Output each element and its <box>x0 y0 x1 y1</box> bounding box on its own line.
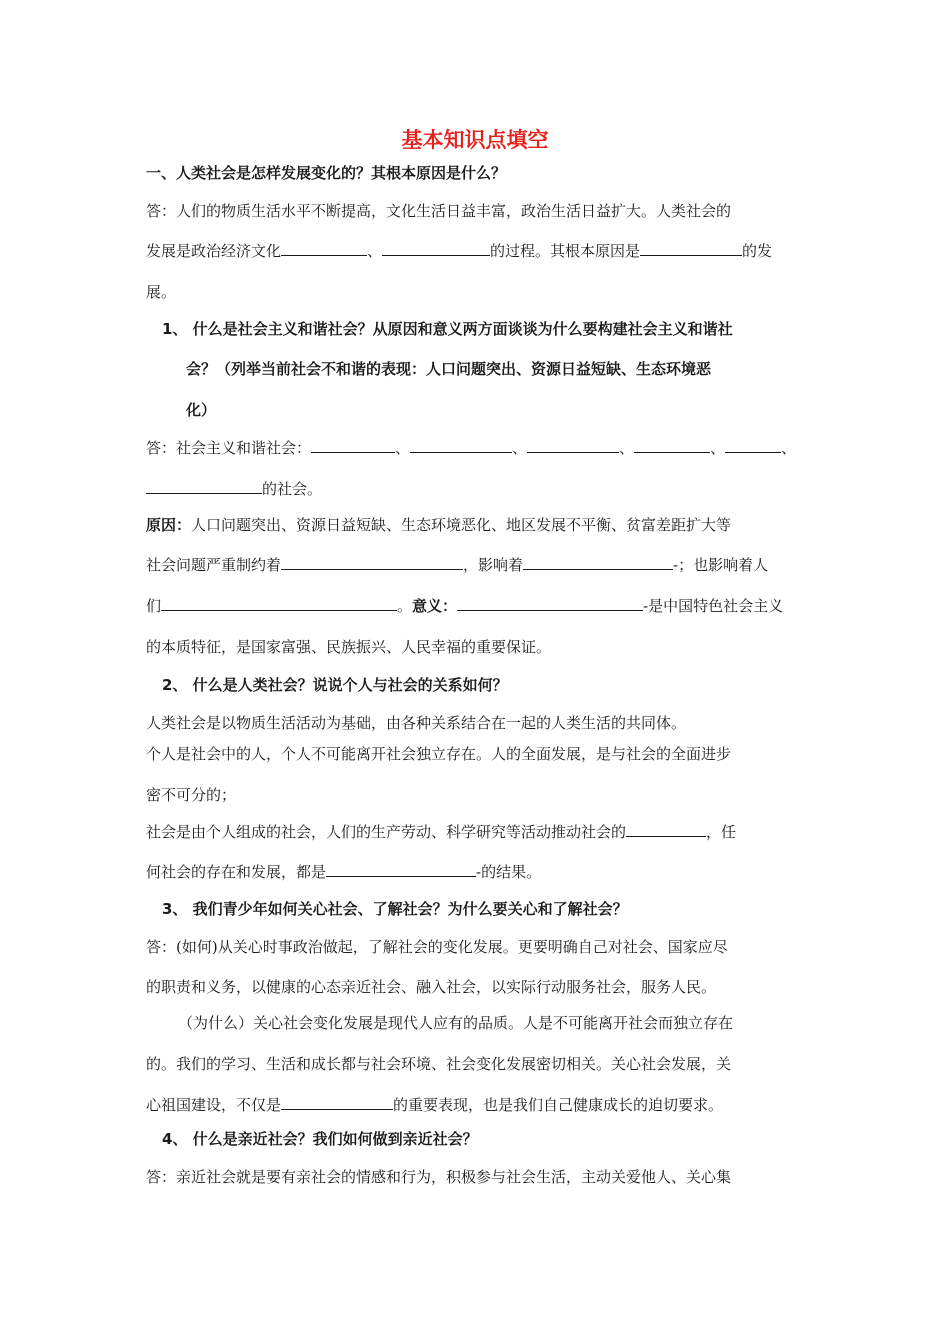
text: -；也影响着人 <box>673 556 769 574</box>
text: -是中国特色社会主义 <box>643 597 784 615</box>
answer-text <box>146 862 810 882</box>
text: 、 <box>781 439 797 457</box>
text: -的结果。 <box>476 863 542 881</box>
text: 何社会的存在和发展，都是 <box>146 863 327 881</box>
question-heading: 4、 什么是亲近社会？我们如何做到亲近社会？ <box>162 1130 478 1148</box>
text: 、 <box>710 439 726 457</box>
fill-blank[interactable] <box>457 596 643 611</box>
answer-text <box>146 1095 810 1115</box>
text: 的社会。 <box>262 480 323 498</box>
answer-text: 答：(如何)从关心时事政治做起，了解社会的变化发展。更要明确自己对社会、国家应尽 <box>146 938 728 956</box>
fill-blank[interactable] <box>725 438 781 453</box>
fill-blank[interactable] <box>281 1095 393 1110</box>
fill-blank[interactable] <box>281 241 367 256</box>
text: 心祖国建设，不仅是 <box>146 1096 282 1114</box>
text: 发展是政治经济文化 <box>146 242 282 260</box>
text: 的重要表现，也是我们自己健康成长的迫切要求。 <box>393 1096 724 1114</box>
fill-blank[interactable] <box>634 438 710 453</box>
question-heading: 3、 我们青少年如何关心社会、了解社会？为什么要关心和了解社会？ <box>162 900 628 918</box>
question-heading: 2、 什么是人类社会？说说个人与社会的关系如何？ <box>162 676 508 694</box>
answer-text <box>146 479 810 499</box>
text: 、 <box>619 439 635 457</box>
answer-text: 展。 <box>146 283 177 301</box>
reason-text <box>146 515 810 535</box>
reason-text: 的本质特征，是国家富强、民族振兴、人民幸福的重要保证。 <box>146 638 552 656</box>
text: 、 <box>512 439 528 457</box>
reason-text <box>146 555 810 575</box>
text: 、 <box>367 242 383 260</box>
page-title: 基本知识点填空 <box>401 128 549 152</box>
fill-blank[interactable] <box>410 438 512 453</box>
question-heading: 化） <box>186 401 217 419</box>
fill-blank[interactable] <box>146 479 262 494</box>
fill-blank[interactable] <box>326 862 476 877</box>
text: 社会问题严重制约着 <box>146 556 282 574</box>
answer-text: 的。我们的学习、生活和成长都与社会环境、社会变化发展密切相关。关心社会发展，关 <box>146 1055 732 1073</box>
question-heading: 一、人类社会是怎样发展变化的？其根本原因是什么？ <box>146 164 507 182</box>
text: 人口问题突出、资源日益短缺、生态环境恶化、地区发展不平衡、贫富差距扩大等 <box>191 516 732 534</box>
text: ，影响着 <box>463 556 524 574</box>
text: 、 <box>395 439 411 457</box>
meaning-label: 意义： <box>412 597 458 615</box>
fill-blank[interactable] <box>161 596 397 611</box>
question-heading: 会？（列举当前社会不和谐的表现：人口问题突出、资源日益短缺、生态环境恶 <box>186 360 712 378</box>
text: 们 <box>146 597 162 615</box>
fill-blank[interactable] <box>523 555 673 570</box>
answer-text: 答：人们的物质生活水平不断提高，文化生活日益丰富，政治生活日益扩大。人类社会的 <box>146 202 732 220</box>
answer-text <box>146 822 810 842</box>
fill-blank[interactable] <box>527 438 619 453</box>
fill-blank[interactable] <box>382 241 490 256</box>
answer-text <box>146 438 810 458</box>
question-heading: 1、 什么是社会主义和谐社会？从原因和意义两方面谈谈为什么要构建社会主义和谐社 <box>162 320 733 338</box>
text: ，任 <box>706 823 737 841</box>
fill-blank[interactable] <box>640 241 742 256</box>
answer-text: 个人是社会中的人，个人不可能离开社会独立存在。人的全面发展，是与社会的全面进步 <box>146 745 732 763</box>
fill-blank[interactable] <box>626 822 706 837</box>
text: 社会是由个人组成的社会，人们的生产劳动、科学研究等活动推动社会的 <box>146 823 627 841</box>
reason-label: 原因： <box>146 516 192 534</box>
answer-text: （为什么）关心社会变化发展是现代人应有的品质。人是不可能离开社会而独立存在 <box>178 1014 734 1032</box>
answer-text <box>146 241 810 261</box>
text: 。 <box>397 597 413 615</box>
answer-text: 的职责和义务，以健康的心态亲近社会、融入社会，以实际行动服务社会，服务人民。 <box>146 978 717 996</box>
reason-text <box>146 596 810 616</box>
text: 的过程。其根本原因是 <box>490 242 641 260</box>
text: 的发 <box>742 242 773 260</box>
answer-text: 答：亲近社会就是要有亲社会的情感和行为，积极参与社会生活，主动关爱他人、关心集 <box>146 1168 732 1186</box>
answer-text: 人类社会是以物质生活活动为基础，由各种关系结合在一起的人类生活的共同体。 <box>146 714 687 732</box>
text: 答：社会主义和谐社会： <box>146 439 312 457</box>
fill-blank[interactable] <box>281 555 463 570</box>
fill-blank[interactable] <box>311 438 395 453</box>
answer-text: 密不可分的； <box>146 786 237 804</box>
